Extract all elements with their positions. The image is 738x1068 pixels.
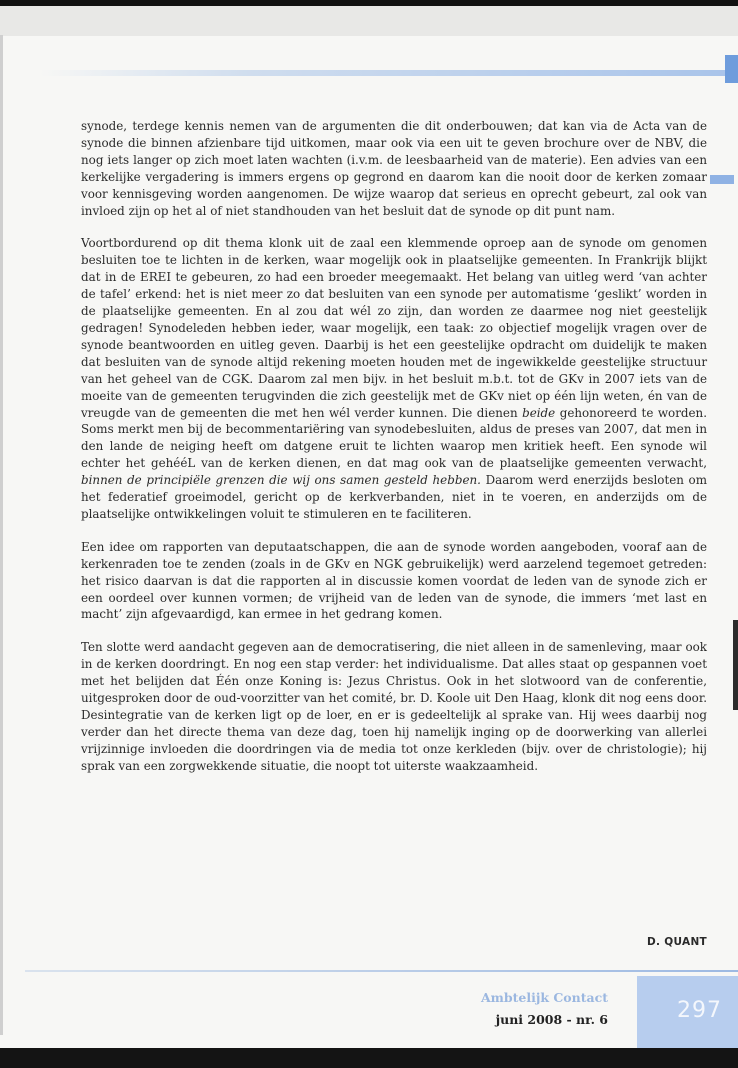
issue-label: juni 2008 - nr. 6 — [495, 1012, 608, 1027]
margin-marker — [710, 175, 734, 184]
emphasized-text: binnen de principiële grenzen die wij ons samen gesteld hebben. — [81, 473, 481, 488]
scan-edge-bottom — [0, 1048, 738, 1068]
header-accent-block — [725, 55, 738, 83]
paragraph-text: Een idee om rapporten van deputaatschappen, die aan de synode worden aangeboden, vooraf aan de kerkenraden toe te zenden (zoals in de GKv en NGK gebruikelijk) werd aarzelend tegemoet getreden: het risico daarvan is dat die rapporten al in discussie komen voordat de leden van de synode zich er een oordeel over kunnen vormen; de vrijheid van de leden van de synode, die immers ‘met last en macht’ zijn afgevaardigd, kan ermee in het gedrang komen. — [81, 539, 707, 622]
scan-edge-top — [0, 0, 738, 36]
journal-title: Ambtelijk Contact — [480, 990, 608, 1005]
author-signature: D. QUANT — [647, 936, 707, 948]
scan-edge-left — [0, 35, 3, 1035]
page-number: 297 — [677, 998, 722, 1023]
article-body — [81, 118, 707, 775]
paragraph-text: Daarom werd enerzijds besloten om het federatief groeimodel, gericht op de kerkverbanden, niet in te voeren, en anderzijds om de plaatselijke ontwikkelingen voluit te stimuleren en te faciliteren. — [81, 473, 707, 521]
footer-rule — [25, 970, 738, 972]
article-paragraph — [81, 235, 707, 522]
paragraph-text: Voortbordurend op dit thema klonk uit de zaal een klemmende oproep aan de synode om genomen besluiten toe te lichten in de kerken, waar mogelijk ook in plaatselijke gemeenten. In Frankrijk blijkt dat in de EREI te gebeuren, zo had een broeder meegemaakt. Het belang van uitleg werd ‘van achter de tafel’ erkend: het is niet meer zo dat besluiten van een synode per automatisme ‘geslikt’ worden in de plaatselijke gemeenten. En al zou dat wél zo zijn, dan worden ze daarmee nog niet geestelijk gedragen! Synodeleden hebben ieder, waar mogelijk, een taak: zo objectief mogelijk vragen over de synode beantwoorden en uitleg geven. Daarbij is het een geestelijke opdracht om duidelijk te maken dat besluiten van de synode altijd rekening moeten houden met de ingewikkelde geestelijke structuur van het geheel van de CGK. Daarom zal men bijv. in het besluit m.b.t. tot de GKv in 2007 iets van de moeite van de gemeenten terugvinden die zich geestelijk met de GKv niet op één lijn weten, én van de vreugde van de gemeenten die met hen wél verder kunnen. Die dienen — [81, 236, 707, 420]
article-paragraph — [81, 118, 707, 219]
paragraph-text: gehonoreerd te worden. Soms merkt men bij de becommentariëring van synodebesluiten, aldus de preses van 2007, dat men in den lande de neiging heeft om datgene eruit te lichten waarop men kritiek heeft. Een synode wil echter het gehééL van de kerken dienen, en dat mag ook van de plaatselijke gemeenten verwacht, — [81, 405, 707, 471]
emphasized-text: beide — [522, 405, 556, 420]
header-rule — [40, 70, 730, 76]
article-paragraph — [81, 539, 707, 624]
paragraph-text: synode, terdege kennis nemen van de argumenten die dit onderbouwen; dat kan via de Acta van de synode die binnen afzienbare tijd uitkomen, maar ook via een uit te geven brochure over de NBV, die nog iets langer op zich moet laten wachten (i.v.m. de leesbaarheid van de materie). Een advies van een kerkelijke vergadering is immers ergens op gegrond en daarom kan die nooit door de kerken zomaar voor kennisgeving worden aangenomen. De wijze waarop dat serieus en oprecht gebeurt, zal ook van invloed zijn op het al of niet standhouden van het besluit dat de synode op dit punt nam. — [81, 119, 707, 218]
article-paragraph — [81, 639, 707, 774]
scan-edge-right — [733, 620, 738, 710]
paragraph-text: Ten slotte werd aandacht gegeven aan de democratisering, die niet alleen in de samenleving, maar ook in de kerken doordringt. En nog een stap verder: het individualisme. Dat alles staat op gespannen voet met het belijden dat Één onze Koning is: Jezus Christus. Ook in het slotwoord van de conferentie, uitgesproken door de oud-voorzitter van het comité, br. D. Koole uit Den Haag, klonk dit nog eens door. Desintegratie van de kerken ligt op de loer, en er is gedeeltelijk al sprake van. Hij wees daarbij nog verder dan het directe thema van deze dag, toen hij namelijk inging op de doorwerking van allerlei vrijzinnige invloeden die doordringen via de media tot onze kerkleden (bijv. over de christologie); hij sprak van een zorgwekkende situatie, die noopt tot uiterste waakzaamheid. — [81, 640, 707, 773]
